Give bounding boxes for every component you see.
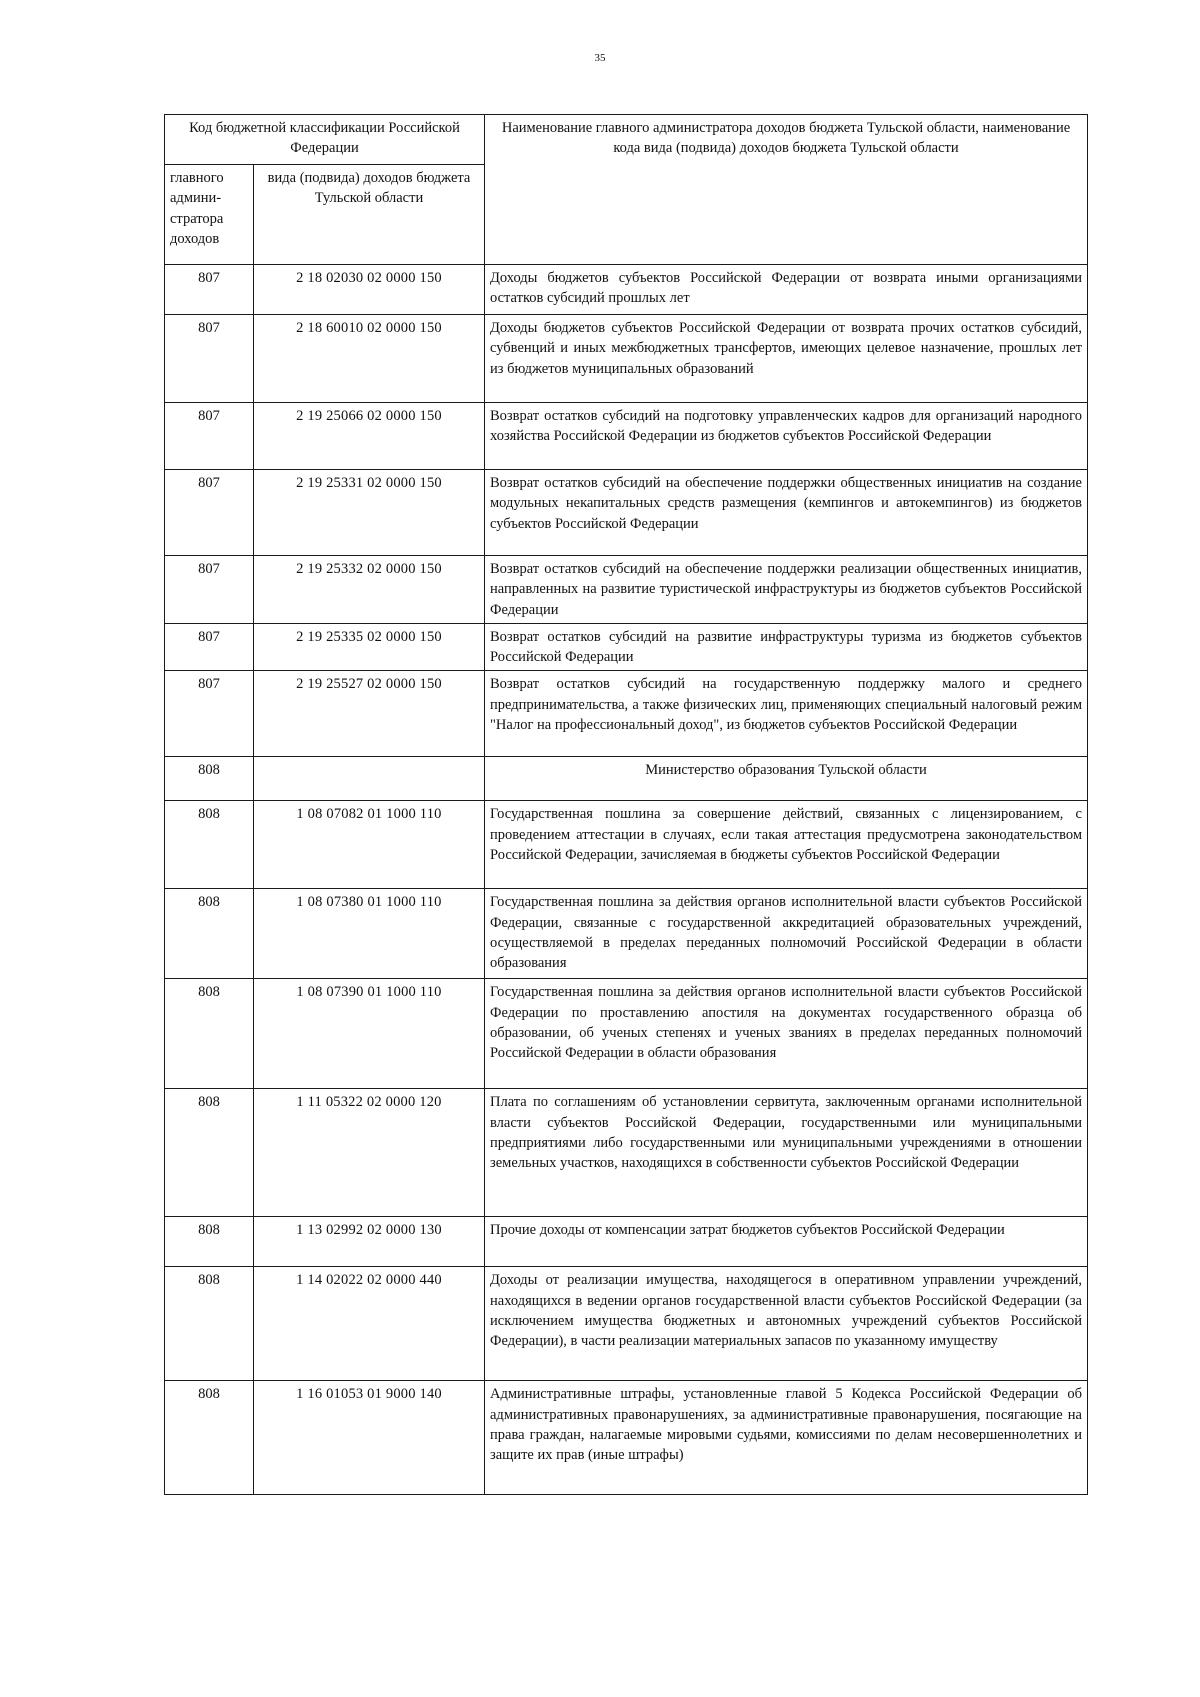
revenue-name-cell: Доходы от реализации имущества, находящегося в оперативном управлении учреждений, находящихся в ведении органов государственной власти субъектов Российской Федерации (за исключением имущества бюджетных и автономных учреждений субъектов Российской Федерации), в части реализации материальных запасов по указанному имуществу: [485, 1267, 1088, 1381]
table-row: [165, 403, 1088, 470]
revenue-code-cell: 1 08 07390 01 1000 110: [254, 979, 485, 1089]
admin-code-cell: 807: [165, 556, 254, 624]
revenue-name-cell: Государственная пошлина за действия органов исполнительной власти субъектов Российской Федерации по проставлению апостиля на документах государственного образца об образовании, об ученых степенях и ученых званиях в пределах переданных полномочий Российской Федерации в области образования: [485, 979, 1088, 1089]
table-row: [165, 315, 1088, 403]
table-row: [165, 801, 1088, 889]
table-row: [165, 623, 1088, 671]
table-row: [165, 1089, 1088, 1217]
revenue-code-cell: 1 14 02022 02 0000 440: [254, 1267, 485, 1381]
table-body: [165, 265, 1088, 1495]
admin-code-cell: 808: [165, 889, 254, 979]
revenue-name-cell: Возврат остатков субсидий на обеспечение поддержки общественных инициатив на создание модульных некапитальных средств размещения (кемпингов и автокемпингов) из бюджетов субъектов Российской Федерации: [485, 470, 1088, 556]
table-row: [165, 889, 1088, 979]
revenue-name-cell: Плата по соглашениям об установлении сервитута, заключенным органами исполнительной власти субъектов Российской Федерации, государственными или муниципальными предприятиями либо государственными или муниципальными учреждениями в отношении земельных участков, находящихся в собственности субъектов Российской Федерации: [485, 1089, 1088, 1217]
admin-code-cell: 807: [165, 315, 254, 403]
admin-code-cell: 808: [165, 979, 254, 1089]
table-row: [165, 556, 1088, 624]
revenue-name-cell: Государственная пошлина за совершение действий, связанных с лицензированием, с проведением аттестации в случаях, если такая аттестация предусмотрена законодательством Российской Федерации, зачисляемая в бюджеты субъектов Российской Федерации: [485, 801, 1088, 889]
header-admin-column: главного админи-стратора доходов: [165, 165, 254, 265]
admin-code-cell: 808: [165, 1089, 254, 1217]
page-number: 35: [594, 52, 606, 64]
admin-code-cell: 807: [165, 470, 254, 556]
table-row: [165, 265, 1088, 315]
revenue-name-cell: Возврат остатков субсидий на развитие инфраструктуры туризма из бюджетов субъектов Российской Федерации: [485, 623, 1088, 671]
admin-code-cell: 807: [165, 623, 254, 671]
table-row: [165, 1381, 1088, 1495]
admin-code-cell: 808: [165, 1267, 254, 1381]
revenue-name-cell: Возврат остатков субсидий на подготовку управленческих кадров для организаций народного хозяйства Российской Федерации из бюджетов субъектов Российской Федерации: [485, 403, 1088, 470]
revenue-name-cell: Государственная пошлина за действия органов исполнительной власти субъектов Российской Федерации, связанные с государственной аккредитацией образовательных учреждений, осуществляемой в пределах переданных полномочий Российской Федерации в области образования: [485, 889, 1088, 979]
revenue-code-cell: 2 19 25527 02 0000 150: [254, 671, 485, 757]
revenue-name-cell: Прочие доходы от компенсации затрат бюджетов субъектов Российской Федерации: [485, 1217, 1088, 1267]
table-row: [165, 979, 1088, 1089]
revenue-name-cell: Административные штрафы, установленные главой 5 Кодекса Российской Федерации об административных правонарушениях, за административные правонарушения, посягающие на права граждан, налагаемые мировыми судьями, комиссиями по делам несовершеннолетних и защите их прав (иные штрафы): [485, 1381, 1088, 1495]
admin-code-cell: 808: [165, 1217, 254, 1267]
admin-code-cell: 808: [165, 757, 254, 801]
revenue-code-cell: 1 08 07380 01 1000 110: [254, 889, 485, 979]
admin-code-cell: 808: [165, 801, 254, 889]
admin-code-cell: 807: [165, 671, 254, 757]
header-code-column: вида (подвида) доходов бюджета Тульской области: [254, 165, 485, 265]
revenue-name-cell: Возврат остатков субсидий на государственную поддержку малого и среднего предпринимательства, а также физических лиц, применяющих специальный налоговый режим "Налог на профессиональный доход", из бюджетов субъектов Российской Федерации: [485, 671, 1088, 757]
revenue-code-cell: 1 13 02992 02 0000 130: [254, 1217, 485, 1267]
header-code-group: Код бюджетной классификации Российской Федерации: [165, 115, 485, 165]
revenue-code-cell: 2 19 25332 02 0000 150: [254, 556, 485, 624]
table-row: [165, 1267, 1088, 1381]
admin-code-cell: 808: [165, 1381, 254, 1495]
revenue-code-cell: 2 18 60010 02 0000 150: [254, 315, 485, 403]
budget-classification-table: [164, 114, 1088, 1495]
table-row: [165, 671, 1088, 757]
revenue-name-cell: Министерство образования Тульской области: [485, 757, 1088, 801]
revenue-code-cell: 2 19 25335 02 0000 150: [254, 623, 485, 671]
revenue-name-cell: Возврат остатков субсидий на обеспечение поддержки реализации общественных инициатив, направленных на развитие туристической инфраструктуры из бюджетов субъектов Российской Федерации: [485, 556, 1088, 624]
admin-code-cell: 807: [165, 265, 254, 315]
revenue-code-cell: 2 19 25331 02 0000 150: [254, 470, 485, 556]
header-name-column: Наименование главного администратора доходов бюджета Тульской области, наименование кода вида (подвида) доходов бюджета Тульской области: [485, 115, 1088, 265]
revenue-code-cell: 1 11 05322 02 0000 120: [254, 1089, 485, 1217]
revenue-code-cell: 1 16 01053 01 9000 140: [254, 1381, 485, 1495]
revenue-name-cell: Доходы бюджетов субъектов Российской Федерации от возврата прочих остатков субсидий, субвенций и иных межбюджетных трансфертов, имеющих целевое назначение, прошлых лет из бюджетов муниципальных образований: [485, 315, 1088, 403]
table-row: [165, 470, 1088, 556]
revenue-code-cell: 2 18 02030 02 0000 150: [254, 265, 485, 315]
revenue-code-cell: [254, 757, 485, 801]
revenue-name-cell: Доходы бюджетов субъектов Российской Федерации от возврата иными организациями остатков субсидий прошлых лет: [485, 265, 1088, 315]
revenue-code-cell: 1 08 07082 01 1000 110: [254, 801, 485, 889]
table-row: [165, 1217, 1088, 1267]
table-row: [165, 757, 1088, 801]
revenue-code-cell: 2 19 25066 02 0000 150: [254, 403, 485, 470]
admin-code-cell: 807: [165, 403, 254, 470]
